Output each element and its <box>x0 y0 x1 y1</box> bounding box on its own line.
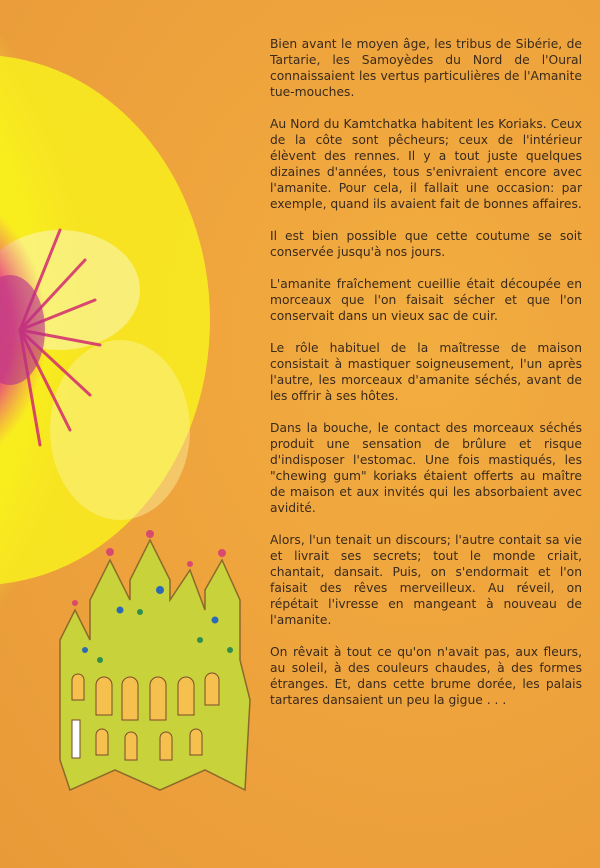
paragraph: Il est bien possible que cette coutume se soit conservée jusqu'à nos jours. <box>270 229 582 259</box>
paragraph: Bien avant le moyen âge, les tribus de Sibérie, de Tartarie, les Samoyèdes du Nord de l'Oural connaissaient les vertus particulières de l'Amanite tue-mouches. <box>270 37 582 99</box>
article-text <box>270 36 582 724</box>
paragraph: Au Nord du Kamtchatka habitent les Koriaks. Ceux de la côte sont pêcheurs; ceux de l'intérieur élèvent des rennes. Il y a tout juste quelques dizaines d'années, tous s'enivraient encore avec l'amanite. Pour cela, il fallait une occasion: par exemple, quand ils avaient fait de bonnes affaires. <box>270 117 582 211</box>
paragraph: L'amanite fraîchement cueillie était découpée en morceaux que l'on faisait sécher et que l'on conservait dans un vieux sac de cuir. <box>270 277 582 323</box>
paragraph: Dans la bouche, le contact des morceaux séchés produit une sensation de brûlure et risque d'indisposer l'estomac. Une fois mastiqués, les "chewing gum" koriaks étaient offerts au maître de maison et aux invités qui les absorbaient avec avidité. <box>270 421 582 515</box>
paragraph: Alors, l'un tenait un discours; l'autre contait sa vie et livrait ses secrets; tout le monde criait, chantait, dansait. Puis, on s'endormait et l'on faisait des rêves merveilleux. Au réveil, on répétait l'ivresse en mangeant à nouveau de l'amanite. <box>270 533 582 627</box>
paragraph: Le rôle habituel de la maîtresse de maison consistait à mastiquer soigneusement, l'un après l'autre, les morceaux d'amanite séchés, avant de les offrir à ses hôtes. <box>270 341 582 403</box>
paragraph: On rêvait à tout ce qu'on n'avait pas, aux fleurs, au soleil, à des couleurs chaudes, à des formes étranges. Et, dans cette brume dorée, les palais tartares dansaient un peu la gigue . . . <box>270 645 582 707</box>
